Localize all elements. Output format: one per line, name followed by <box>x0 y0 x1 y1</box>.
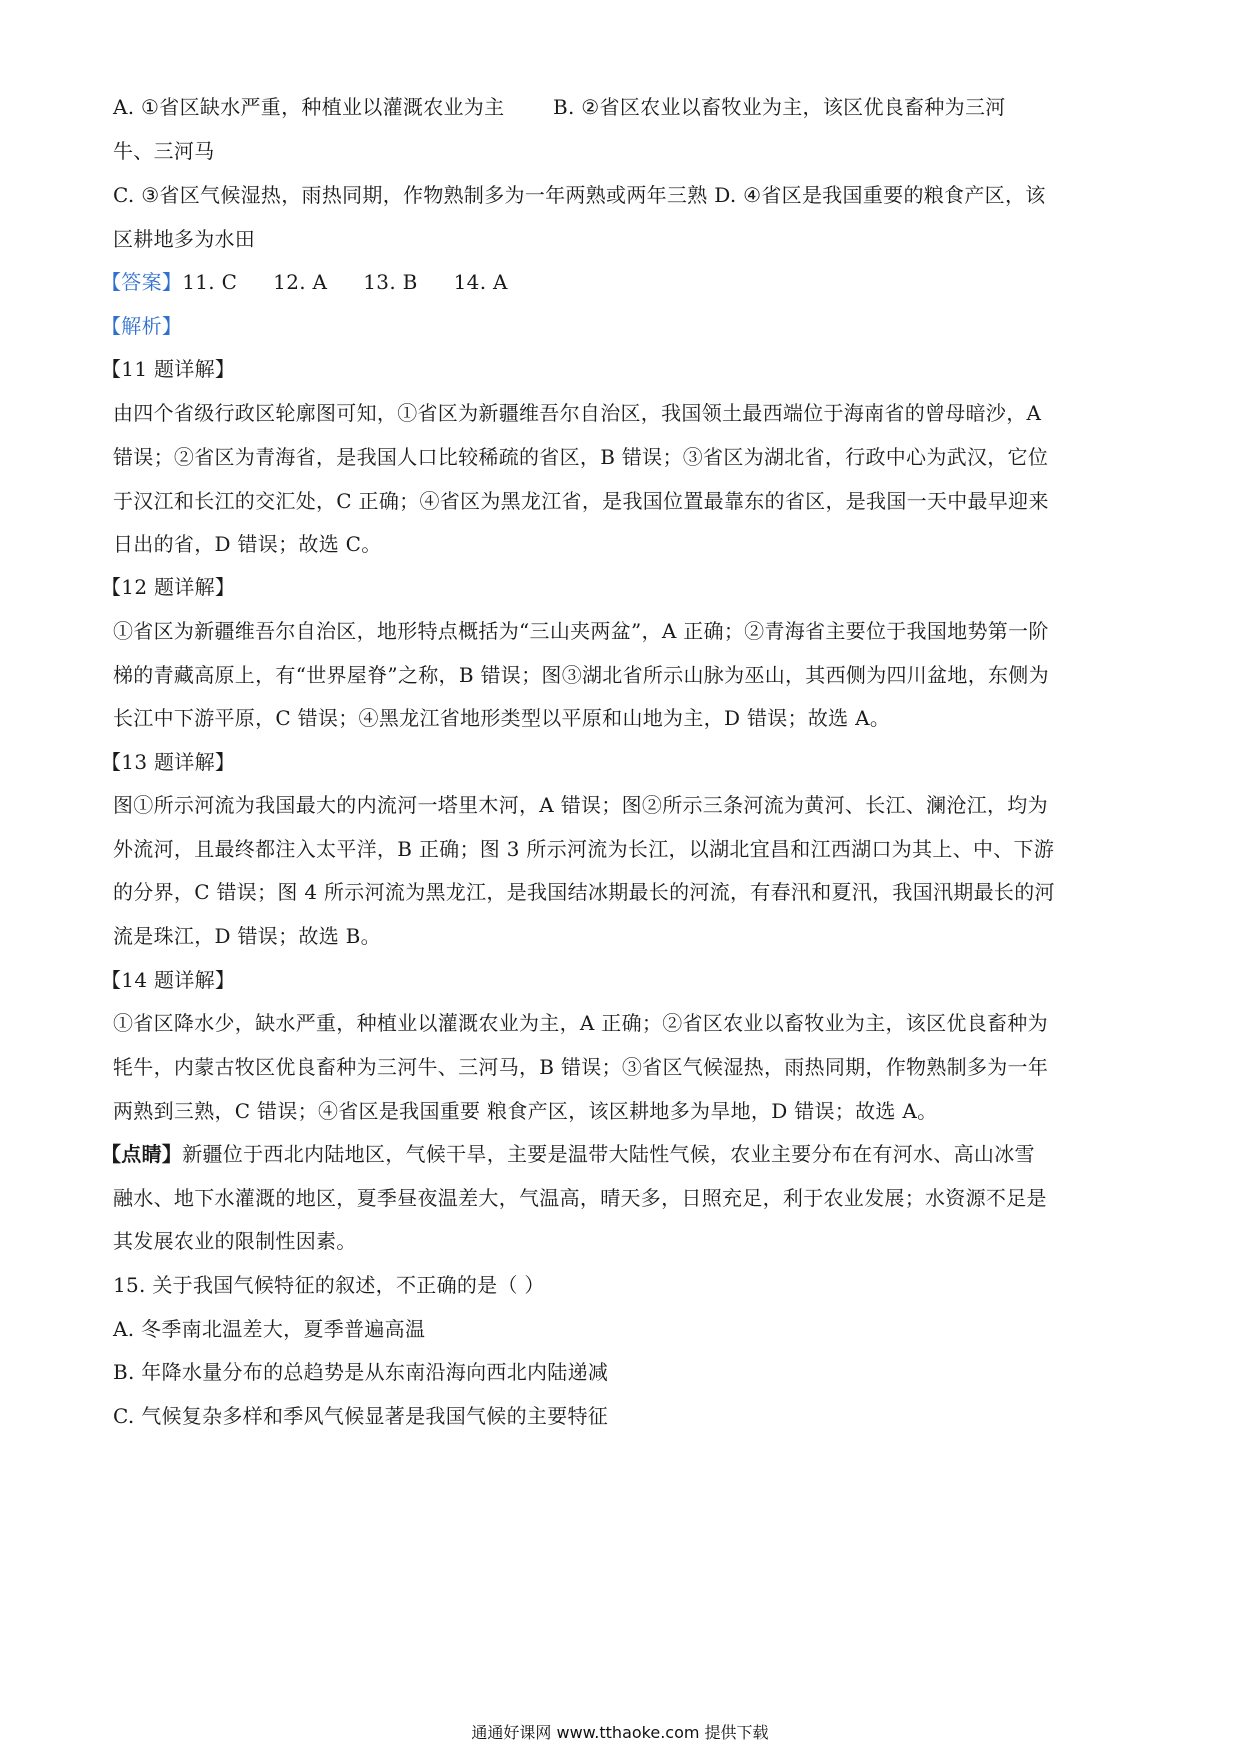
answer-item: 11. C <box>182 270 238 294</box>
q15-option-b: B. 年降水量分布的总趋势是从东南沿海向西北内陆递减 <box>113 1360 609 1384</box>
q13-heading: 【13 题详解】 <box>101 750 236 774</box>
q13-line: 外流河，且最终都注入太平洋，B 正确；图 3 所示河流为长江，以湖北宜昌和江西湖口为其上、中、下游 <box>113 837 1055 861</box>
q14-line: 两熟到三熟，C 错误；④省区是我国重要 粮食产区，该区耕地多为旱地，D 错误；故选 A。 <box>113 1099 938 1123</box>
q13-line: 图①所示河流为我国最大的内流河一塔里木河，A 错误；图②所示三条河流为黄河、长江、澜沧江，均为 <box>113 793 1048 817</box>
answer-item: 12. A <box>273 270 328 294</box>
dianjing-line: 其发展农业的限制性因素。 <box>113 1229 357 1253</box>
q14-heading: 【14 题详解】 <box>101 968 236 992</box>
q14-line: 牦牛，内蒙古牧区优良畜种为三河牛、三河马，B 错误；③省区气候湿热，雨热同期，作物熟制多为一年 <box>113 1055 1049 1079</box>
q15-option-c: C. 气候复杂多样和季风气候显著是我国气候的主要特征 <box>113 1404 609 1428</box>
q11-line: 于汉江和长江的交汇处，C 正确；④省区为黑龙江省，是我国位置最靠东的省区，是我国一天中最早迎来 <box>113 489 1049 513</box>
answer-line <box>101 268 508 296</box>
q11-line: 错误；②省区为青海省，是我国人口比较稀疏的省区，B 错误；③省区为湖北省，行政中心为武汉，它位 <box>113 445 1049 469</box>
analysis-label: 【解析】 <box>101 314 183 338</box>
dianjing-text: 新疆位于西北内陆地区，气候干旱，主要是温带大陆性气候，农业主要分布在有河水、高山冰雪 <box>182 1142 1035 1166</box>
q12-line: 梯的青藏高原上，有“世界屋脊”之称，B 错误；图③湖北省所示山脉为巫山，其西侧为四川盆地，东侧为 <box>113 663 1049 687</box>
dianjing-line <box>101 1140 1035 1168</box>
q13-line: 的分界，C 错误；图 4 所示河流为黑龙江，是我国结冰期最长的河流，有春汛和夏汛，我国汛期最长的河 <box>113 880 1055 904</box>
option-b-text-cont: 牛、三河马 <box>113 139 215 163</box>
answer-item: 14. A <box>453 270 508 294</box>
q15-option-a: A. 冬季南北温差大，夏季普遍高温 <box>113 1317 426 1341</box>
answer-item: 13. B <box>363 270 418 294</box>
option-cd-prev-cont <box>113 225 255 253</box>
option-a-prev <box>113 93 504 121</box>
dianjing-label: 【点睛】 <box>101 1142 183 1166</box>
q11-line: 日出的省，D 错误；故选 C。 <box>113 532 382 556</box>
q12-line: ①省区为新疆维吾尔自治区，地形特点概括为“三山夹两盆”，A 正确；②青海省主要位于我国地势第一阶 <box>113 619 1049 643</box>
option-b-text: B. ②省区农业以畜牧业为主，该区优良畜种为三河 <box>553 95 1006 119</box>
option-cd-text-cont: 区耕地多为水田 <box>113 227 256 251</box>
option-cd-prev <box>113 181 1046 209</box>
q13-line: 流是珠江，D 错误；故选 B。 <box>113 924 381 948</box>
answer-label: 【答案】 <box>101 270 183 294</box>
option-b-prev-cont <box>113 137 215 165</box>
q11-line: 由四个省级行政区轮廓图可知，①省区为新疆维吾尔自治区，我国领土最西端位于海南省的曾母暗沙，A <box>113 401 1042 425</box>
q11-heading: 【11 题详解】 <box>101 357 236 381</box>
option-a-text: A. ①省区缺水严重，种植业以灌溉农业为主 <box>113 95 505 119</box>
dianjing-line: 融水、地下水灌溉的地区，夏季昼夜温差大，气温高，晴天多，日照充足，利于农业发展；水资源不足是 <box>113 1186 1047 1210</box>
option-b-prev <box>553 93 1006 121</box>
q15-stem: 15. 关于我国气候特征的叙述，不正确的是（ ） <box>113 1273 545 1297</box>
q12-heading: 【12 题详解】 <box>101 575 236 599</box>
page-footer: 通通好课网 www.tthaoke.com 提供下载 <box>471 1723 769 1742</box>
q12-line: 长江中下游平原，C 错误；④黑龙江省地形类型以平原和山地为主，D 错误；故选 A。 <box>113 706 891 730</box>
option-cd-text: C. ③省区气候湿热，雨热同期，作物熟制多为一年两熟或两年三熟 D. ④省区是我国重要的粮食产区，该 <box>113 183 1046 207</box>
q14-line: ①省区降水少，缺水严重，种植业以灌溉农业为主，A 正确；②省区农业以畜牧业为主，该区优良畜种为 <box>113 1011 1048 1035</box>
